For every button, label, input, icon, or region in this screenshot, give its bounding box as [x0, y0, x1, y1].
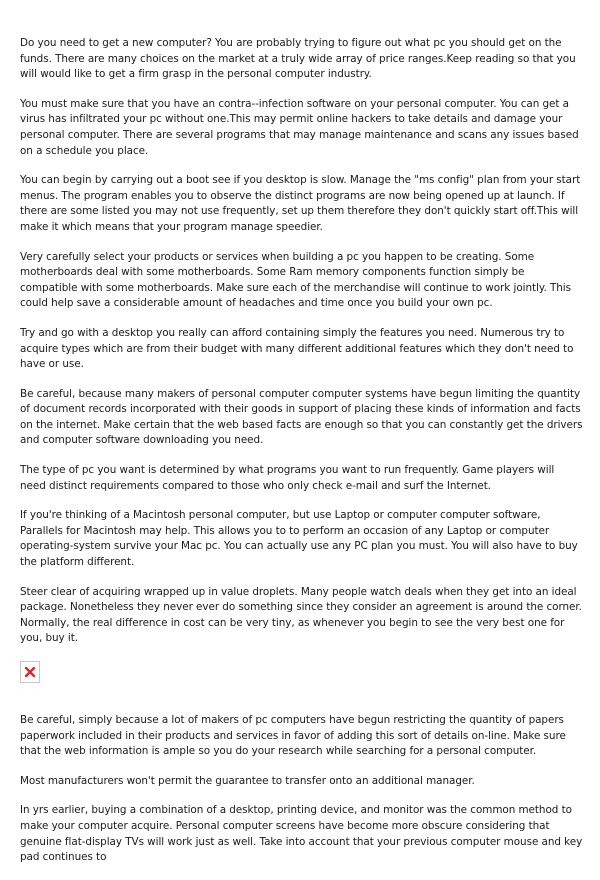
- broken-image-placeholder: [20, 661, 40, 683]
- paragraph-boot-check: You can begin by carrying out a boot see if you desktop is slow. Manage the "ms config" plan from your start menus. The program enables you to observe the distinct programs are now being opened up at launch. If there are some listed you may not use frequently, set up them therefore they don't quickly start off.This will make it which means that your program manage speedier.: [20, 174, 581, 233]
- paragraph-budget: Try and go with a desktop you really can afford containing simply the features you need. Numerous try to acquire types which are from their budget with many different additional features which they don't need to have or use.: [20, 326, 574, 371]
- article-body: [20, 36, 583, 880]
- paragraph-documentation: Be careful, because many makers of personal computer computer systems have begun limiting the quantity of document records incorporated with their goods in support of placing these kinds of information and facts on the internet. Make certain that the web based facts are enough so that you can constantly get the drivers and computer software downloading you need.: [20, 387, 583, 447]
- paragraph-motherboards: Very carefully select your products or services when building a pc you happen to be creating. Some motherboards deal with some motherboards. Some Ram memory components function simply be compatible with some motherboards. Make sure each of the merchandise will continue to work jointly. This could help save a considerable amount of headaches and time once you build your own pc.: [20, 250, 572, 310]
- paragraph-antivirus: You must make sure that you have an contra--infection software on your personal computer. You can get a virus has infiltrated your pc without one.This may permit online hackers to take details and damage your personal computer. There are several programs that may manage maintenance and scans any issues based on a schedule you place.: [20, 97, 579, 157]
- paragraph-pc-type: The type of pc you want is determined by what programs you want to run frequently. Game players will need distinct requirements compared to those who only check e-mail and surf the Internet.: [20, 464, 555, 492]
- broken-image-icon: [24, 666, 36, 678]
- paragraph-online-docs: Be careful, simply because a lot of makers of pc computers have begun restricting the quantity of papers paperwork included in their products and services in favor of adding this sort of details on-line. Make sure that the web information is ample so you do your research while searching for a personal computer.: [20, 714, 566, 758]
- paragraph-guarantee: Most manufacturers won't permit the guarantee to transfer onto an additional manager.: [20, 774, 475, 787]
- paragraph-macintosh: If you're thinking of a Macintosh personal computer, but use Laptop or computer computer software, Parallels for Macintosh may help. This allows you to to perform an occasion of any Laptop or computer operating-system survive your Mac pc. You can actually use any PC plan you must. You will also have to buy the platform different.: [20, 509, 578, 569]
- paragraph-intro: Do you need to get a new computer? You are probably trying to figure out what pc you should get on the funds. There are many choices on the market at a truly wide array of price ranges.Keep reading so that you will would like to get a firm grasp in the personal computer industry.: [20, 37, 576, 81]
- paragraph-monitor: In yrs earlier, buying a combination of a desktop, printing device, and monitor was the common method to make your computer acquire. Personal computer screens have become more obscure considering that genuine flat-display TVs will work just as well. Take into account that your previous computer mouse and key pad continues to: [20, 804, 583, 864]
- paragraph-price-drops: Steer clear of acquiring wrapped up in value droplets. Many people watch deals when they get into an ideal package. Nonetheless they never ever do something since they consider an agreement is around the corner. Normally, the real difference in cost can be very tiny, as whenever you begin to see the very best one for you, buy it.: [20, 585, 582, 645]
